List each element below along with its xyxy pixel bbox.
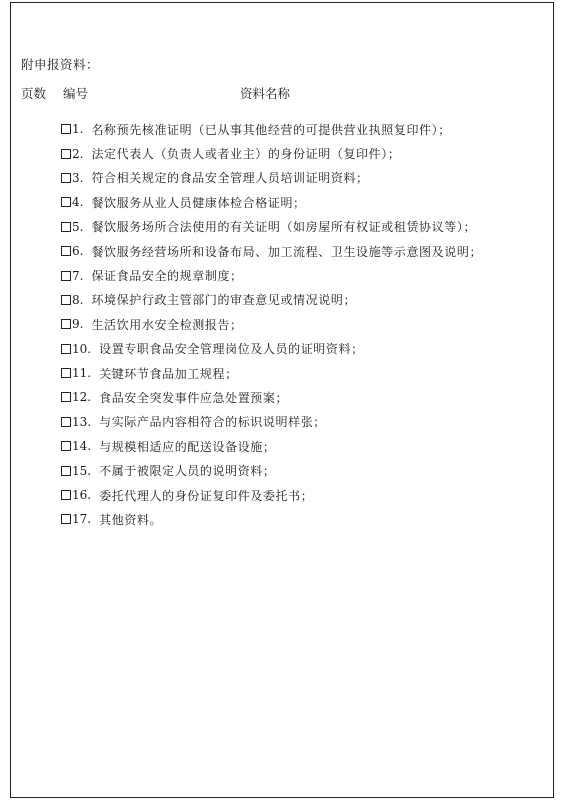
list-item <box>61 507 541 531</box>
item-text: 法定代表人（负责人或者业主）的身份证明（复印件）； <box>91 147 401 162</box>
item-number: 17. <box>72 512 92 527</box>
checkbox[interactable] <box>61 246 71 256</box>
list-item <box>61 117 541 141</box>
item-number: 16. <box>72 488 92 503</box>
item-number: 14. <box>72 439 92 454</box>
checkbox[interactable] <box>61 173 71 183</box>
item-number: 15. <box>72 463 92 478</box>
item-number: 10. <box>72 341 92 356</box>
item-number: 3. <box>72 170 84 185</box>
item-number: 13. <box>72 414 92 429</box>
item-text: 保证食品安全的规章制度； <box>91 269 243 284</box>
attachment-list <box>61 117 541 532</box>
item-text: 关键环节食品加工规程； <box>99 366 238 381</box>
item-number: 6. <box>72 244 84 259</box>
item-number: 4. <box>72 195 84 210</box>
item-number: 8. <box>72 292 84 307</box>
item-text: 符合相关规定的食品安全管理人员培训证明资料； <box>91 171 369 186</box>
item-text: 餐饮服务从业人员健康体检合格证明； <box>91 195 306 210</box>
header-number: 编号 <box>63 86 89 101</box>
item-text: 与实际产品内容相符合的标识说明样张； <box>99 415 326 430</box>
checkbox[interactable] <box>61 490 71 500</box>
checkbox[interactable] <box>61 466 71 476</box>
checkbox[interactable] <box>61 149 71 159</box>
item-text: 餐饮服务场所合法使用的有关证明（如房屋所有权证或租赁协议等）； <box>91 220 477 235</box>
checkbox[interactable] <box>61 319 71 329</box>
checkbox[interactable] <box>61 441 71 451</box>
checkbox[interactable] <box>61 295 71 305</box>
item-text: 设置专职食品安全管理岗位及人员的证明资料； <box>99 342 364 357</box>
item-text: 名称预先核准证明（已从事其他经营的可提供营业执照复印件）； <box>91 122 451 137</box>
item-text: 食品安全突发事件应急处置预案； <box>99 390 289 405</box>
list-item <box>61 166 541 190</box>
attachments-title: 附申报资料： <box>21 57 100 72</box>
list-item <box>61 215 541 239</box>
item-text: 生活饮用水安全检测报告； <box>91 317 243 332</box>
checkbox[interactable] <box>61 271 71 281</box>
checkbox[interactable] <box>61 222 71 232</box>
list-item <box>61 239 541 263</box>
list-item <box>61 337 541 361</box>
checkbox[interactable] <box>61 417 71 427</box>
item-number: 5. <box>72 219 84 234</box>
list-item <box>61 483 541 507</box>
header-document-name: 资料名称 <box>240 86 291 101</box>
item-text: 与规模相适应的配送设备设施； <box>99 439 276 454</box>
item-text: 委托代理人的身份证复印件及委托书； <box>99 488 314 503</box>
list-item <box>61 263 541 287</box>
list-item <box>61 434 541 458</box>
item-text: 其他资料。 <box>99 512 163 527</box>
checkbox[interactable] <box>61 124 71 134</box>
list-item <box>61 458 541 482</box>
checkbox[interactable] <box>61 368 71 378</box>
checkbox[interactable] <box>61 197 71 207</box>
item-number: 7. <box>72 268 84 283</box>
item-text: 餐饮服务经营场所和设备布局、加工流程、卫生设施等示意图及说明； <box>91 244 483 259</box>
item-number: 12. <box>72 390 92 405</box>
list-item <box>61 385 541 409</box>
checkbox[interactable] <box>61 392 71 402</box>
list-item <box>61 288 541 312</box>
item-number: 9. <box>72 317 84 332</box>
list-item <box>61 312 541 336</box>
list-item <box>61 361 541 385</box>
list-item <box>61 190 541 214</box>
item-number: 1. <box>72 122 84 137</box>
list-item <box>61 141 541 165</box>
item-number: 2. <box>72 146 84 161</box>
checkbox[interactable] <box>61 514 71 524</box>
header-page-count: 页数 <box>21 86 47 101</box>
item-text: 不属于被限定人员的说明资料； <box>99 464 276 479</box>
list-item <box>61 410 541 434</box>
item-number: 11. <box>72 366 92 381</box>
item-text: 环境保护行政主管部门的审查意见或情况说明； <box>91 293 357 308</box>
checkbox[interactable] <box>61 344 71 354</box>
